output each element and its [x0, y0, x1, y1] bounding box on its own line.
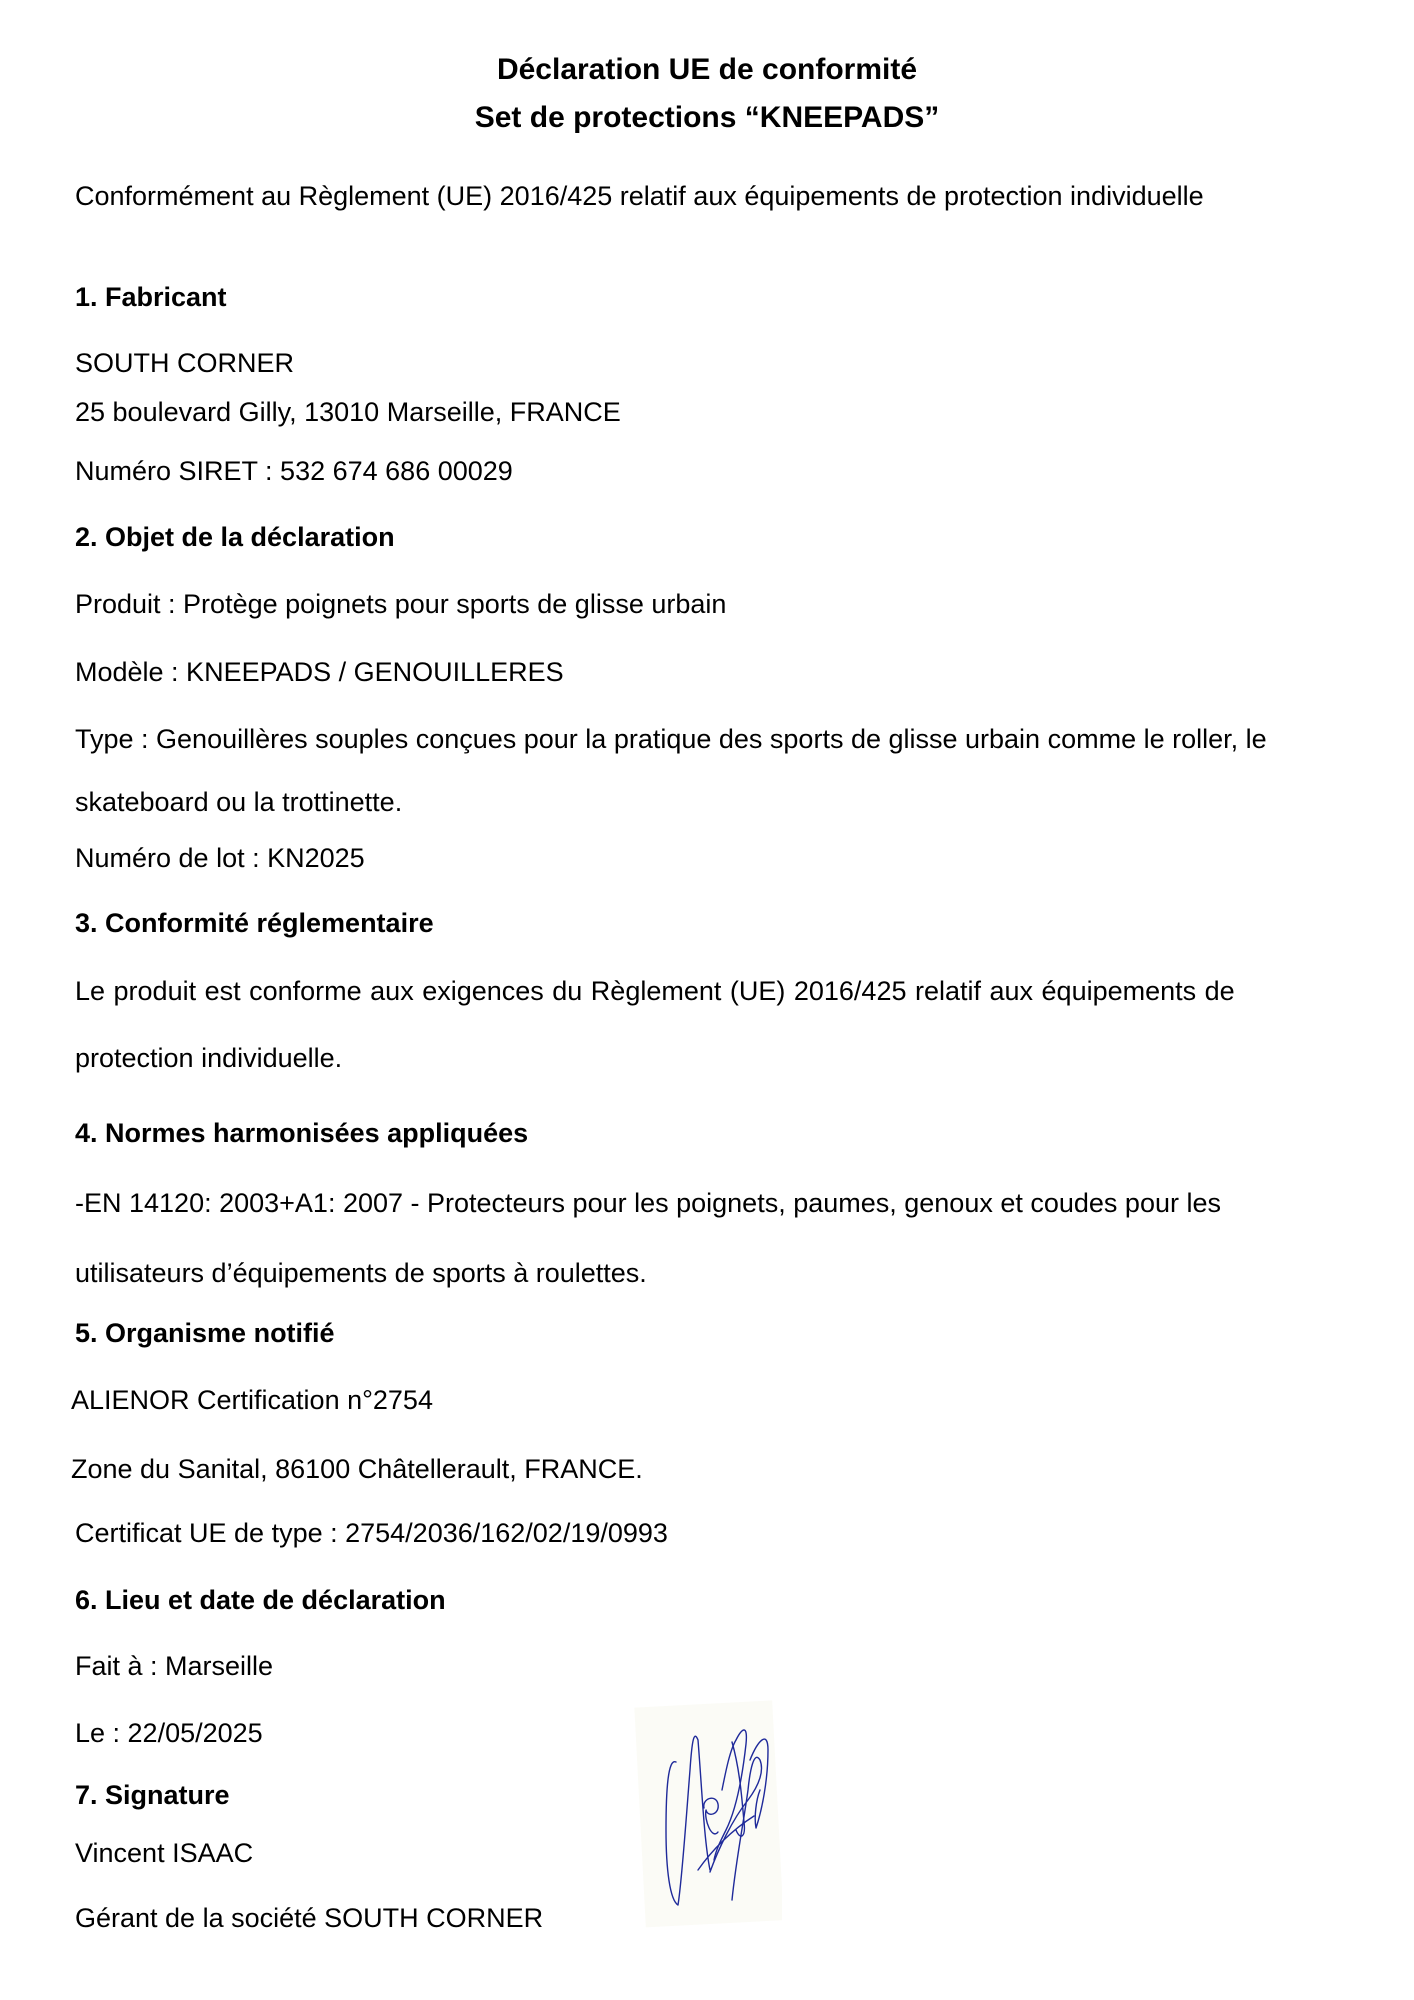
section-heading-organisme: 5. Organisme notifié — [75, 1318, 335, 1348]
product-line: Produit : Protège poignets pour sports de glisse urbain — [75, 589, 727, 619]
certificate-number: Certificat UE de type : 2754/2036/162/02/19/0993 — [75, 1518, 668, 1548]
standard-line-continued: utilisateurs d’équipements de sports à roulettes. — [75, 1258, 647, 1288]
manufacturer-name: SOUTH CORNER — [75, 348, 295, 378]
section-heading-signature: 7. Signature — [75, 1780, 230, 1810]
signature-icon — [632, 1700, 782, 1928]
section-heading-conformite: 3. Conformité réglementaire — [75, 908, 434, 938]
signatory-role: Gérant de la société SOUTH CORNER — [75, 1903, 544, 1933]
manufacturer-address: 25 boulevard Gilly, 13010 Marseille, FRANCE — [75, 397, 621, 427]
standard-line: -EN 14120: 2003+A1: 2007 - Protecteurs pour les poignets, paumes, genoux et coudes pour les — [75, 1188, 1221, 1218]
type-line: Type : Genouillères souples conçues pour la pratique des sports de glisse urbain comme le roller, le — [75, 724, 1267, 754]
document-title: Déclaration UE de conformité — [496, 53, 918, 86]
section-heading-fabricant: 1. Fabricant — [75, 282, 227, 312]
section-heading-normes: 4. Normes harmonisées appliquées — [75, 1118, 529, 1148]
notified-body-name: ALIENOR Certification n°2754 — [71, 1385, 433, 1415]
signatory-name: Vincent ISAAC — [75, 1838, 254, 1868]
intro-text: Conformément au Règlement (UE) 2016/425 relatif aux équipements de protection individuelle — [75, 181, 1204, 211]
conformity-text: Le produit est conforme aux exigences du Règlement (UE) 2016/425 relatif aux équipements de — [75, 976, 1235, 1006]
section-heading-lieu-date: 6. Lieu et date de déclaration — [75, 1585, 446, 1615]
document-subtitle: Set de protections “KNEEPADS” — [474, 101, 940, 134]
section-heading-objet: 2. Objet de la déclaration — [75, 522, 395, 552]
conformity-text-continued: protection individuelle. — [75, 1043, 343, 1073]
declaration-date: Le : 22/05/2025 — [75, 1718, 263, 1748]
type-line-continued: skateboard ou la trottinette. — [75, 787, 403, 817]
model-line: Modèle : KNEEPADS / GENOUILLERES — [75, 657, 564, 687]
notified-body-address: Zone du Sanital, 86100 Châtellerault, FRANCE. — [71, 1454, 643, 1484]
declaration-place: Fait à : Marseille — [75, 1651, 274, 1681]
manufacturer-siret: Numéro SIRET : 532 674 686 00029 — [75, 456, 513, 486]
lot-number: Numéro de lot : KN2025 — [75, 843, 365, 873]
